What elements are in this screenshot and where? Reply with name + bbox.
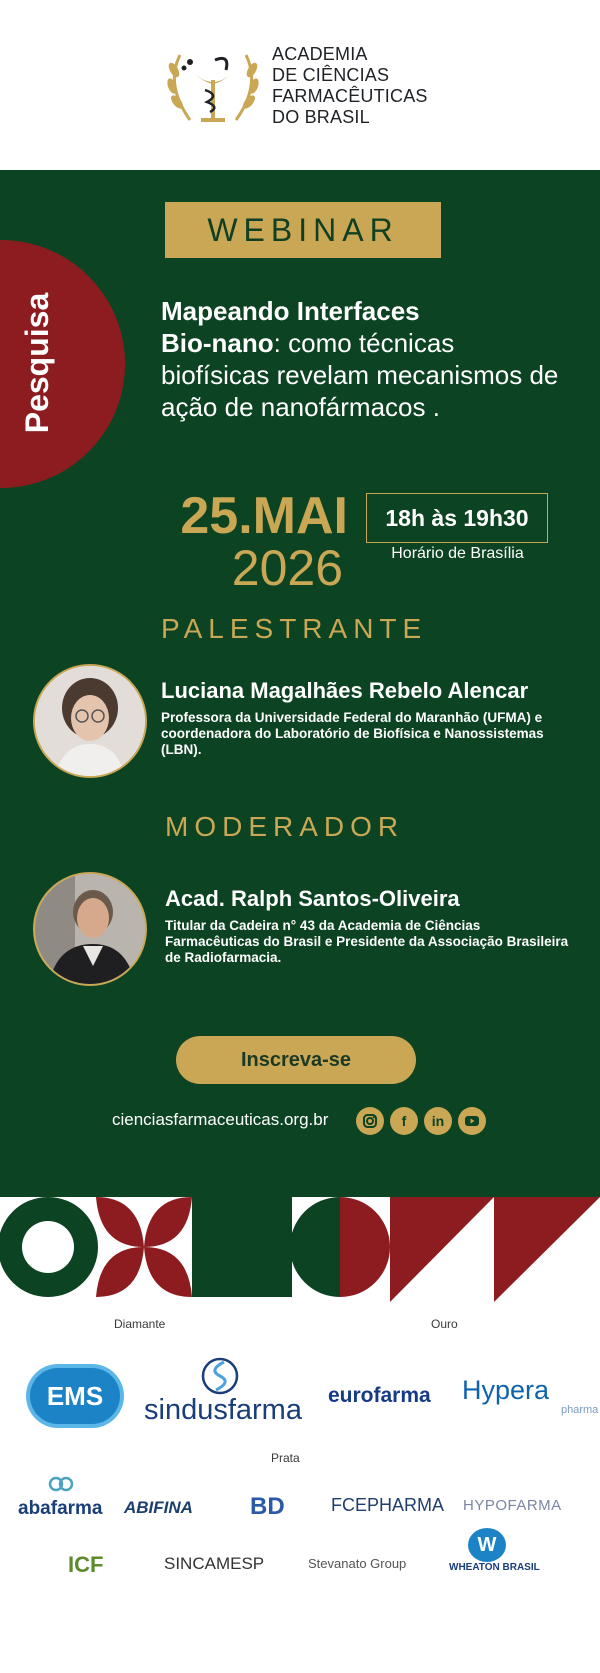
sponsor-logo-bd: BD (250, 1493, 285, 1520)
timezone-note: Horário de Brasília (391, 545, 524, 562)
sponsor-logo-sincamesp: SINCAMESP (164, 1554, 265, 1573)
instagram-icon[interactable] (356, 1107, 384, 1135)
moderator-section-title: MODERADOR (165, 811, 405, 842)
sponsor-tier-ouro: Ouro (431, 1317, 458, 1331)
sponsor-logo-hypera-sub: pharma (561, 1404, 599, 1416)
academy-laurel-logo-icon (160, 40, 266, 132)
wheaton-logo-icon: W (468, 1528, 506, 1562)
youtube-icon[interactable] (458, 1107, 486, 1135)
talk-title-rest: : como técnicas biofísicas revelam mecanismos de ação de nanofármacos . (161, 328, 559, 422)
speaker-bio: Professora da Universidade Federal do Maranhão (UFMA) e coordenadora do Laboratório de Biofísica e Nanossistemas (LBN). (161, 710, 544, 757)
signup-button[interactable]: Inscreva-se (176, 1036, 416, 1084)
sponsor-logo-icf: ICF (68, 1552, 104, 1577)
category-label: Pesquisa (19, 292, 55, 434)
speaker-section-title: PALESTRANTE (161, 613, 428, 644)
sponsor-logo-sindusfarma: sindusfarma (144, 1394, 302, 1426)
website-link[interactable]: cienciasfarmaceuticas.org.br (112, 1110, 329, 1129)
sponsor-logo-stevanato: Stevanato Group (308, 1556, 407, 1571)
format-badge: WEBINAR (165, 202, 441, 258)
moderator-name: Acad. Ralph Santos-Oliveira (165, 886, 460, 911)
sponsor-logo-ems: EMS (30, 1368, 120, 1424)
academy-name-line: DO BRASIL (272, 107, 370, 127)
speaker-avatar (33, 664, 147, 778)
sponsor-logo-fcepharma: FCEPHARMA (331, 1495, 445, 1515)
talk-title (161, 295, 561, 423)
sponsor-tier-prata: Prata (271, 1451, 300, 1465)
sponsor-tier-diamante: Diamante (114, 1317, 166, 1331)
moderator-avatar (33, 872, 147, 986)
sponsor-logo-abifina: ABIFINA (124, 1498, 193, 1517)
sponsor-logo-eurofarma: eurofarma (328, 1384, 431, 1407)
abafarma-logo-icon (47, 1476, 75, 1492)
talk-title-bold: Bio-nano (161, 328, 274, 358)
academy-name-line: DE CIÊNCIAS (272, 65, 390, 85)
sindusfarma-logo-icon (200, 1356, 240, 1396)
moderator-photo (35, 874, 145, 984)
speaker-name: Luciana Magalhães Rebelo Alencar (161, 678, 529, 703)
sponsor-logo-hypera: Hypera (462, 1375, 550, 1405)
academy-name-line: FARMACÊUTICAS (272, 86, 428, 106)
sponsor-logo-hypofarma: HYPOFARMA (463, 1497, 562, 1514)
event-date: 25.MAI (180, 487, 348, 545)
event-time: 18h às 19h30 (366, 493, 548, 543)
moderator-bio: Titular da Cadeira n° 43 da Academia de Ciências Farmacêuticas do Brasil e Presidente da Associação Brasileira de Radiofarmacia. (165, 918, 569, 965)
academy-name-line: ACADEMIA (272, 44, 368, 64)
header (0, 0, 600, 170)
facebook-icon[interactable]: f (390, 1107, 418, 1135)
talk-title-bold: Mapeando Interfaces (161, 296, 420, 326)
event-year: 2026 (231, 540, 343, 596)
academy-name (272, 44, 492, 128)
linkedin-icon[interactable]: in (424, 1107, 452, 1135)
sponsor-logo-abafarma: abafarma (18, 1498, 103, 1519)
sponsor-logo-wheaton: WHEATON BRASIL (449, 1562, 540, 1573)
decorative-pattern (0, 1197, 600, 1302)
speaker-photo (35, 666, 145, 776)
